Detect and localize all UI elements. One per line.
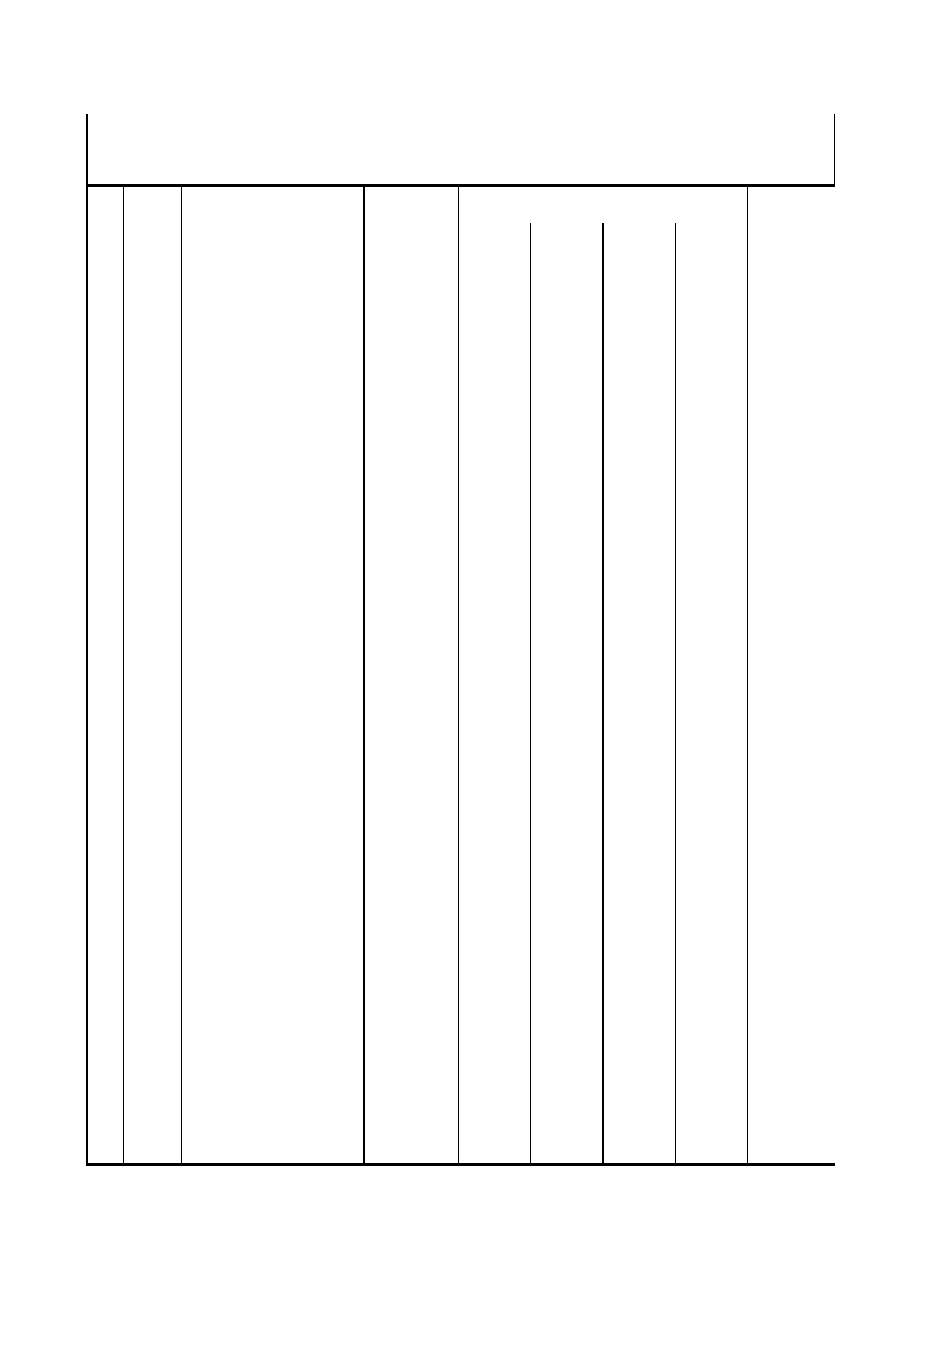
col-line-region	[181, 184, 182, 1163]
col-line-amount	[675, 223, 676, 1163]
table-bottom-border	[86, 1163, 835, 1166]
col-line-model	[530, 223, 531, 1163]
col-line-advice	[747, 184, 748, 1163]
col-line-target	[458, 184, 459, 1163]
left-border	[86, 114, 88, 1166]
col-line-qty	[602, 223, 604, 1163]
sales-sheet	[86, 114, 835, 1166]
header-top-border	[86, 184, 835, 187]
col-line-store	[363, 184, 365, 1163]
title-right-edge	[834, 114, 835, 184]
sheet-title	[86, 114, 835, 184]
col-line-seq	[123, 184, 124, 1163]
